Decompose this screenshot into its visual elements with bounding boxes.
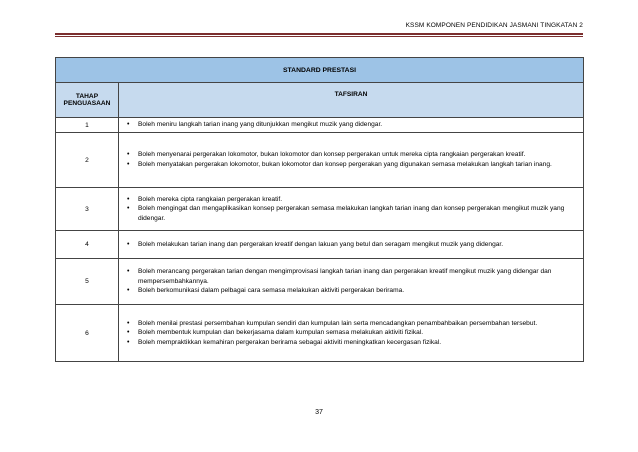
description-cell xyxy=(119,305,584,362)
level-cell: 2 xyxy=(56,133,119,188)
table-title-row xyxy=(56,58,584,83)
level-cell: 5 xyxy=(56,259,119,305)
table-body xyxy=(56,118,584,362)
description-cell xyxy=(119,118,584,133)
table-title: STANDARD PRESTASI xyxy=(56,58,584,83)
table-row xyxy=(56,305,584,362)
description-cell xyxy=(119,188,584,231)
list-item: • Boleh mengingat dan mengaplikasikan konsep pergerakan semasa melakukan langkah tarian inang dan konsep pergerakan mengikut muzik yang didengar. xyxy=(125,204,577,223)
list-item: • Boleh mereka cipta rangkaian pergerakan kreatif. xyxy=(125,195,577,205)
table-row xyxy=(56,188,584,231)
description-cell xyxy=(119,231,584,259)
table-header-row xyxy=(56,83,584,118)
list-item: • Boleh melakukan tarian inang dan pergerakan kreatif dengan lakuan yang betul dan seragam mengikut muzik yang didengar. xyxy=(125,240,577,250)
description-cell xyxy=(119,133,584,188)
list-item: • Boleh merancang pergerakan tarian dengan mengimprovisasi langkah tarian inang dan pergerakan kreatif mengikut muzik yang didengar dan mempersembahkannya. xyxy=(125,267,577,286)
document-header-title: KSSM KOMPONEN PENDIDIKAN JASMANI TINGKATAN 2 xyxy=(405,22,583,29)
table-row xyxy=(56,231,584,259)
table-row xyxy=(56,118,584,133)
page-number: 37 xyxy=(315,409,323,416)
level-cell: 3 xyxy=(56,188,119,231)
description-cell xyxy=(119,259,584,305)
header-rule-thick xyxy=(55,33,583,35)
column-header-level: TAHAP PENGUASAAN xyxy=(56,83,119,118)
column-header-description: TAFSIRAN xyxy=(119,83,584,118)
list-item: • Boleh berkomunikasi dalam pelbagai cara semasa melakukan aktiviti pergerakan berirama. xyxy=(125,286,577,296)
level-cell: 4 xyxy=(56,231,119,259)
level-cell: 6 xyxy=(56,305,119,362)
list-item: • Boleh menyatakan pergerakan lokomotor, bukan lokomotor dan konsep pergerakan yang digunakan semasa melakukan langkah tarian inang. xyxy=(125,160,577,170)
table-row xyxy=(56,259,584,305)
header-rule-thin xyxy=(55,36,583,37)
table-row xyxy=(56,133,584,188)
list-item: • Boleh membentuk kumpulan dan bekerjasama dalam kumpulan semasa melakukan aktiviti fizikal. xyxy=(125,328,577,338)
list-item: • Boleh meniru langkah tarian inang yang ditunjukkan mengikut muzik yang didengar. xyxy=(125,120,577,130)
list-item: • Boleh menilai prestasi persembahan kumpulan sendiri dan kumpulan lain serta mencadangkan penambahbaikan persembahan tersebut. xyxy=(125,319,577,329)
list-item: • Boleh menyenarai pergerakan lokomotor, bukan lokomotor dan konsep pergerakan untuk mereka cipta rangkaian pergerakan kreatif. xyxy=(125,150,577,160)
standard-prestasi-table xyxy=(55,57,584,362)
list-item: • Boleh mempraktikkan kemahiran pergerakan berirama sebagai aktiviti meningkatkan kecergasan fizikal. xyxy=(125,338,577,348)
level-cell: 1 xyxy=(56,118,119,133)
